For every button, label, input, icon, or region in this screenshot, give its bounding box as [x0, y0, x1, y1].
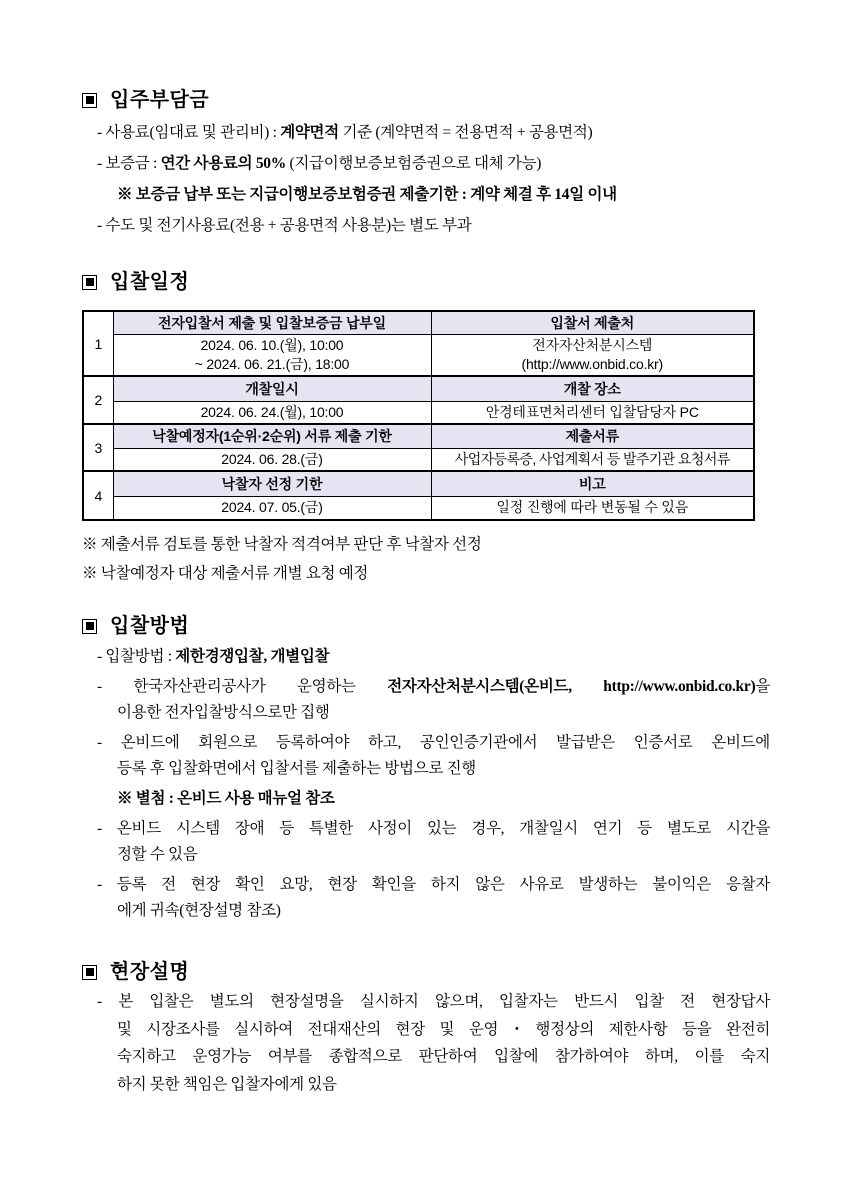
value-line: 2024. 06. 24.(월), 10:00 — [200, 403, 344, 420]
system-line-1 — [97, 674, 770, 700]
system-emphasis: 전자자산처분시스템(온비드, http://www.onbid.co.kr) — [387, 678, 756, 695]
security-deposit-item — [97, 148, 770, 179]
deposit-deadline-note: ※ 보증금 납부 또는 지급이행보증보험증권 제출기한 : 계약 체결 후 14일 이내 — [117, 186, 617, 203]
right-value-cell — [431, 401, 754, 424]
system-line-2: 이용한 전자입찰방식으로만 집행 — [117, 704, 330, 721]
schedule-row-1-values — [83, 334, 754, 376]
value-line: 사업자등록증, 사업계획서 등 발주기관 요청서류 — [454, 450, 730, 467]
system-failure-line-1: - 온비드 시스템 장애 등 특별한 사정이 있는 경우, 개찰일시 연기 등 별도로 시간을 — [97, 820, 770, 837]
left-value-cell — [113, 496, 431, 520]
left-label-cell: 낙찰자 선정 기한 — [113, 471, 431, 496]
value-line: (http://www.onbid.co.kr) — [521, 355, 663, 372]
registration-item — [97, 730, 770, 782]
left-label-cell: 개찰일시 — [113, 376, 431, 401]
site-briefing-body — [97, 988, 770, 1098]
bid-schedule-table — [82, 310, 755, 521]
system-failure-line-2: 정할 수 있음 — [117, 846, 198, 863]
schedule-notes — [82, 530, 770, 588]
right-value-cell — [431, 496, 754, 520]
value-line: 전자자산처분시스템 — [532, 336, 653, 353]
square-bullet-icon — [82, 965, 97, 980]
site-briefing-line-3: 숙지하고 운영가능 여부를 종합적으로 판단하여 입찰에 참가하여야 하며, 이를 숙지 — [117, 1048, 770, 1065]
left-value-cell — [113, 401, 431, 424]
site-check-line-1: - 등록 전 현장 확인 요망, 현장 확인을 하지 않은 사유로 발생하는 불이익은 응찰자 — [97, 876, 770, 893]
system-item — [97, 674, 770, 726]
usage-fee-item — [97, 117, 770, 148]
usage-fee-lead: - 사용료(임대료 및 관리비) : — [97, 124, 281, 141]
left-label-cell: 낙찰예정자(1순위·2순위) 서류 제출 기한 — [113, 424, 431, 448]
schedule-note: ※ 제출서류 검토를 통한 낙찰자 적격여부 판단 후 낙찰자 선정 — [82, 536, 482, 553]
right-label-cell: 제출서류 — [431, 424, 754, 448]
value-line: 안경테표면처리센터 입찰담당자 PC — [485, 403, 699, 420]
schedule-row-2-labels — [83, 376, 754, 401]
system-tail: 을 — [755, 678, 770, 695]
schedule-row-3-labels — [83, 424, 754, 448]
value-line: 2024. 06. 28.(금) — [221, 450, 323, 467]
usage-fee-emphasis: 계약면적 — [280, 124, 339, 141]
site-briefing-line-2: 및 시장조사를 실시하여 전대재산의 현장 및 운영・행정상의 제한사항 등을 완전히 — [117, 1020, 770, 1038]
site-check-item — [97, 872, 770, 924]
schedule-row-1-labels — [83, 311, 754, 334]
value-line: 2024. 06. 10.(월), 10:00 — [200, 336, 344, 353]
schedule-row-4-labels — [83, 471, 754, 496]
left-label-cell: 전자입찰서 제출 및 입찰보증금 납부일 — [113, 311, 431, 334]
left-value-cell — [113, 448, 431, 471]
site-briefing-line-1: - 본 입찰은 별도의 현장설명을 실시하지 않으며, 입찰자는 반드시 입찰 전 현장답사 — [97, 993, 770, 1010]
section-title: 입찰일정 — [110, 271, 190, 293]
schedule-row-2-values — [83, 401, 754, 424]
security-deposit-emphasis: 연간 사용료의 50% — [160, 155, 286, 172]
right-label-cell: 입찰서 제출처 — [431, 311, 754, 334]
section-heading-bid-method — [82, 612, 189, 640]
registration-line-2: 등록 후 입찰화면에서 입찰서를 제출하는 방법으로 진행 — [117, 760, 476, 777]
section-heading-bid-schedule — [82, 268, 189, 296]
site-check-line-2: 에게 귀속(현장설명 참조) — [117, 902, 281, 919]
system-lead: - 한국자산관리공사가 운영하는 — [97, 678, 388, 695]
registration-line-1: - 온비드에 회원으로 등록하여야 하고, 공인인증기관에서 발급받은 인증서로 온비드에 — [97, 734, 770, 751]
square-bullet-icon — [82, 93, 97, 108]
usage-fee-tail: 기준 (계약면적 = 전용면적 + 공용면적) — [338, 124, 593, 141]
section-heading-occupancy-costs — [82, 86, 209, 114]
section-heading-site-briefing — [82, 958, 189, 986]
right-label-cell: 비고 — [431, 471, 754, 496]
occupancy-costs-body — [97, 117, 770, 241]
manual-note: ※ 별첨 : 온비드 사용 매뉴얼 참조 — [117, 790, 335, 807]
square-bullet-icon — [82, 619, 97, 634]
value-line: 일정 진행에 따라 변동될 수 있음 — [496, 499, 689, 516]
right-label-cell: 개찰 장소 — [431, 376, 754, 401]
left-value-cell — [113, 334, 431, 376]
value-line: 2024. 07. 05.(금) — [221, 499, 323, 516]
bid-method-body — [97, 644, 770, 924]
utilities-item: - 수도 및 전기사용료(전용 + 공용면적 사용분)는 별도 부과 — [97, 217, 472, 234]
security-deposit-tail: (지급이행보증보험증권으로 대체 가능) — [285, 155, 542, 172]
method-lead: - 입찰방법 : — [97, 648, 176, 665]
schedule-note: ※ 낙찰예정자 대상 제출서류 개별 요청 예정 — [82, 565, 369, 582]
section-title: 현장설명 — [110, 961, 190, 983]
method-line — [97, 644, 770, 670]
right-value-cell — [431, 334, 754, 376]
value-line: ~ 2024. 06. 21.(금), 18:00 — [194, 355, 350, 372]
section-title: 입주부담금 — [110, 89, 210, 111]
row-number: 1 — [83, 311, 113, 376]
square-bullet-icon — [82, 275, 97, 290]
security-deposit-lead: - 보증금 : — [97, 155, 161, 172]
site-briefing-line-4: 하지 못한 책임은 입찰자에게 있음 — [117, 1075, 337, 1093]
schedule-row-4-values — [83, 496, 754, 520]
section-title: 입찰방법 — [110, 615, 190, 637]
system-failure-item — [97, 816, 770, 868]
method-item — [97, 644, 770, 670]
row-number: 3 — [83, 424, 113, 471]
manual-note-item — [97, 786, 770, 812]
method-emphasis: 제한경쟁입찰, 개별입찰 — [175, 648, 330, 665]
row-number: 4 — [83, 471, 113, 520]
schedule-row-3-values — [83, 448, 754, 471]
right-value-cell — [431, 448, 754, 471]
row-number: 2 — [83, 376, 113, 424]
